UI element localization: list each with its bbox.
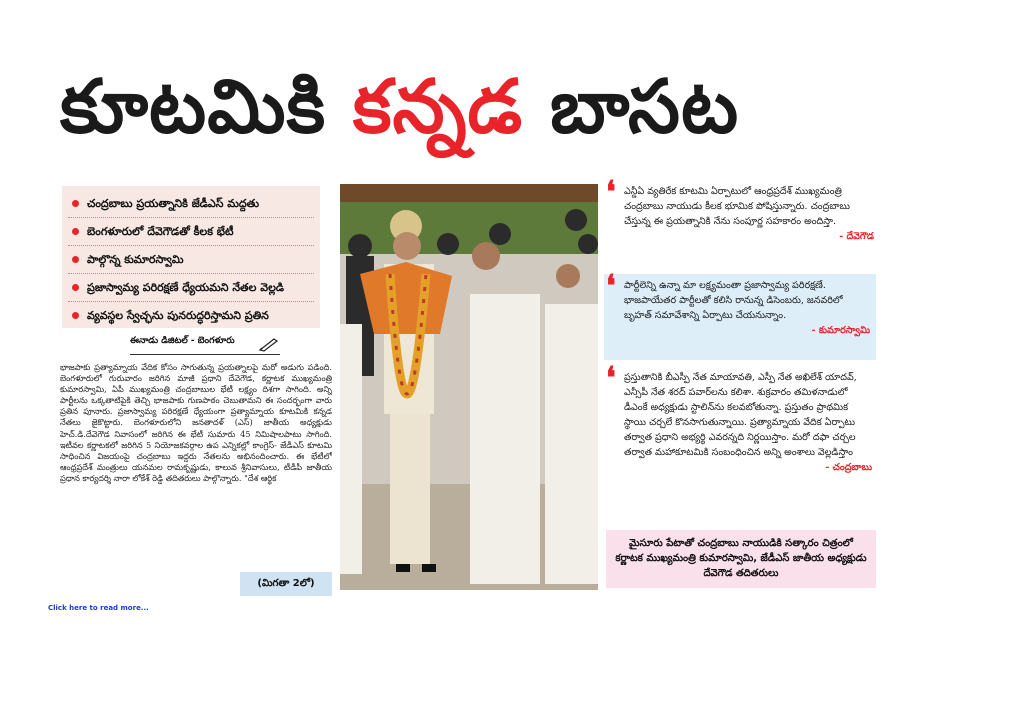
quote-signature: - చంద్రబాబు — [825, 462, 872, 473]
quote-kumaraswamy — [604, 269, 876, 360]
quote-mark-icon: ❛ — [606, 175, 616, 210]
byline: ఈనాడు డిజిటల్ - బెంగళూరు — [130, 336, 280, 355]
headline-part-2: కన్నడ — [352, 64, 524, 150]
bullet-dot-icon — [72, 256, 79, 263]
bullet-dot-icon — [72, 312, 79, 319]
quote-text: ఎన్డీఏ వ్యతిరేక కూటమి ఏర్పాటులో ఆంధ్రప్రదేశ్ ముఖ్యమంత్రి చంద్రబాబు నాయుడు కీలక భూమిక పోషిస్తున్నారు. చంద్రబాబు చేస్తున్న ఈ ప్రయత్నానికి నేను సంపూర్ణ సహకారం అందిస్తా. — [624, 186, 850, 227]
summary-box — [62, 186, 320, 328]
read-more-link[interactable]: Click here to read more... — [48, 604, 149, 612]
summary-item: చంద్రబాబు ప్రయత్నానికి జేడీఎస్ మద్దతు — [68, 190, 314, 218]
news-photo — [340, 184, 598, 590]
bullet-dot-icon — [72, 284, 79, 291]
quote-text: పార్టీలెన్ని ఉన్నా మా లక్ష్యమంతా ప్రజాస్వామ్య పరిరక్షణే. భాజపాయేతర పార్టీలతో కలిసి రానున్న డిసెంబరు, జనవరిలో బృహత్ సమావేశాన్ని ఏర్పాటు చేయనున్నాం. — [624, 280, 843, 321]
continued-tag: (మిగతా 2లో) — [240, 572, 332, 596]
summary-item: బెంగళూరులో దేవెగౌడతో కీలక భేటీ — [68, 218, 314, 246]
article-body: భాజపాకు ప్రత్యామ్నాయ వేదిక కోసం సాగుతున్న ప్రయత్నాలపై మరో అడుగు పడింది. బెంగళూరులో గురువారం జరిగిన మాజీ ప్రధాని దేవెగౌడ, కర్ణాటక ముఖ్యమంత్రి కుమారస్వామి, ఏపీ ముఖ్యమంత్రి చంద్రబాబుల భేటీ లక్ష్యం దిశగా సాగింది. అన్ని పార్టీలను ఒక్కతాటిపైకి తెచ్చి భాజపాకు గుణపాఠం చెబుతామని ఈ సందర్భంగా వారు ప్రతిన పూనారు. ప్రజాస్వామ్య పరిరక్షణే ధ్యేయంగా ప్రత్యామ్నాయ కూటమికి కన్నడ నేతలు జైకొట్టారు. బెంగళూరులోని జనతాదళ్ (ఎస్) జాతీయ అధ్యక్షుడు హెచ్.డి.దేవెగౌడ నివాసంలో జరిగిన ఈ భేటీ సుమారు 45 నిమిషాలపాటు సాగింది. ఇటీవల కర్ణాటకలో జరిగిన 5 నియోజకవర్గాల ఉప ఎన్నికల్లో కాంగ్రెస్- జేడీఎస్ కూటమి సాధించిన విజయంపై చంద్రబాబు ఇద్దరు నేతలను అభినందించారు. ఈ భేటీలో ఆంధ్రప్రదేశ్ మంత్రులు యనమల రామకృష్ణుడు, కాలువ శ్రీనివాసులు, టీడీపీ జాతీయ ప్రధాన కార్యదర్శి నారా లోకేశ్ రెడ్డి తదితరులు పాల్గొన్నారు. "దేశ ఆర్థిక — [60, 362, 332, 483]
quote-signature: - దేవెగౌడ — [839, 231, 874, 242]
bullet-dot-icon — [72, 200, 79, 207]
pen-icon — [258, 336, 280, 352]
quote-text: ప్రస్తుతానికి బీఎస్పీ నేత మాయావతి, ఎస్పీ నేత అఖిలేశ్ యాదవ్, ఎన్సీపీ నేత శరద్ పవార్‌లను కలిశా. శుక్రవారం తమిళనాడులో డీఎంకే అధ్యక్షుడు స్టాలిన్‌ను కలవబోతున్నా. ప్రస్తుతం ప్రాథమిక స్థాయి చర్చలే కొనసాగుతున్నాయి. ప్రత్యామ్నాయ వేదిక ఏర్పాటు తర్వాత ప్రధాని అభ్యర్థి ఎవరన్నది నిర్ణయిస్తాం. మరో దఫా చర్చల తర్వాత మహాకూటమికి సంబంధించిన అన్ని అంశాలు వెల్లడిస్తాం — [624, 372, 857, 458]
summary-item: ప్రజాస్వామ్య పరిరక్షణే ధ్యేయమని నేతల వెల్లడి — [68, 274, 314, 302]
summary-item: వ్యవస్థల స్వేచ్ఛను పునరుద్ధరిస్తామని ప్రతిన — [68, 302, 314, 329]
photo-illustration — [340, 184, 598, 590]
quote-devegowda — [604, 175, 880, 268]
bullet-dot-icon — [72, 228, 79, 235]
photo-caption: మైసూరు పేటాతో చంద్రబాబు నాయుడికి సత్కారం చిత్రంలో కర్ణాటక ముఖ్యమంత్రి కుమారస్వామి, జేడీఎస్ జాతీయ అధ్యక్షుడు దేవెగౌడ తదితరులు — [606, 530, 876, 588]
quote-chandrababu — [604, 361, 878, 524]
headline — [60, 52, 890, 162]
summary-item: పాల్గొన్న కుమారస్వామి — [68, 246, 314, 274]
quote-mark-icon: ❛ — [606, 269, 616, 304]
headline-part-3: బాసట — [523, 64, 740, 150]
quote-signature: - కుమారస్వామి — [811, 325, 870, 336]
headline-part-1: కూటమికి — [60, 64, 353, 150]
quote-mark-icon: ❛ — [606, 361, 616, 396]
